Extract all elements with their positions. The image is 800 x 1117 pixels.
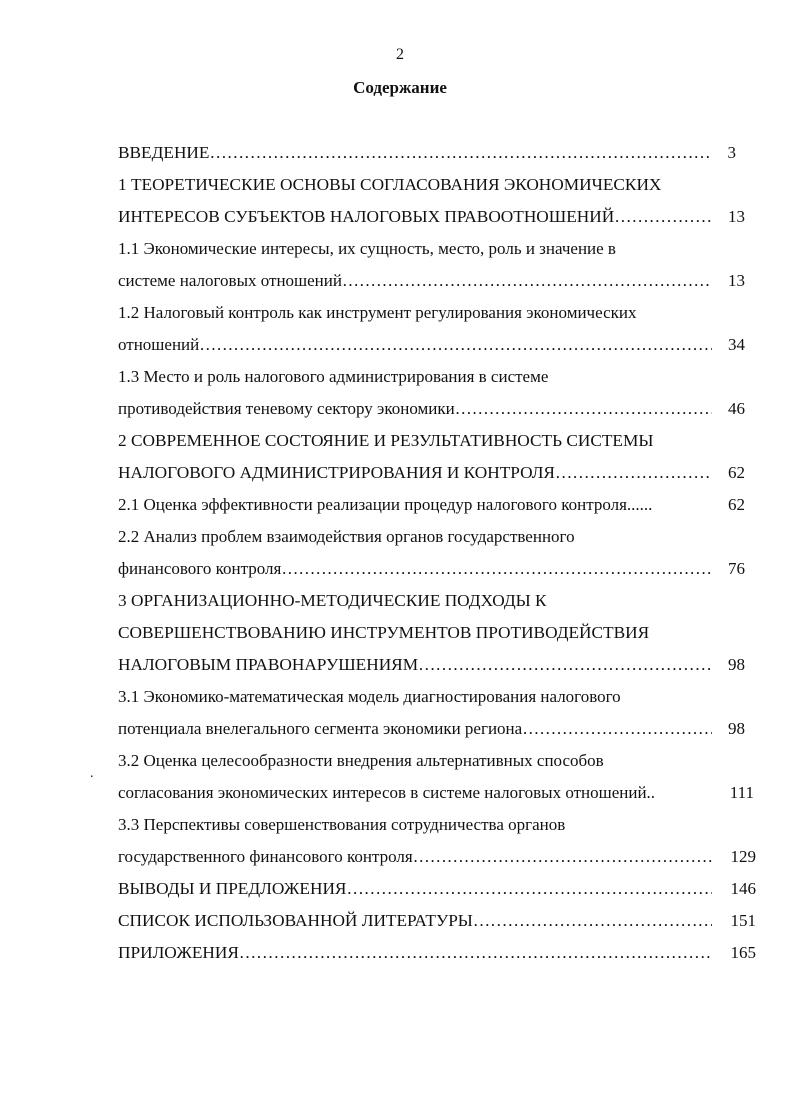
toc-ch2-line1[interactable]: 2 СОВРЕМЕННОЕ СОСТОЯНИЕ И РЕЗУЛЬТАТИВНОСТЬ СИСТЕМЫ [118, 431, 654, 450]
toc-ch1-line2[interactable] [118, 206, 712, 228]
toc-s12-line1[interactable]: 1.2 Налоговый контроль как инструмент регулирования экономических [118, 303, 637, 322]
leader-dots [413, 846, 712, 868]
toc-s12-text: отношений [118, 335, 200, 354]
toc-s32-line2[interactable]: согласования экономических интересов в системе налоговых отношений.. [118, 783, 656, 802]
toc-s22-line1[interactable]: 2.2 Анализ проблем взаимодействия органов государственного [118, 527, 575, 546]
toc-ch2-text: НАЛОГОВОГО АДМИНИСТРИРОВАНИЯ И КОНТРОЛЯ [118, 463, 555, 482]
toc-ch1-text: ИНТЕРЕСОВ СУБЪЕКТОВ НАЛОГОВЫХ ПРАВООТНОШЕНИЙ [118, 207, 615, 226]
toc-intro-line[interactable] [118, 142, 712, 164]
toc-s12-page: 34 [728, 335, 745, 354]
toc-s13-line2[interactable] [118, 398, 712, 420]
toc-ch3-line1[interactable]: 3 ОРГАНИЗАЦИОННО-МЕТОДИЧЕСКИЕ ПОДХОДЫ К [118, 591, 547, 610]
toc-s22-line2[interactable] [118, 558, 712, 580]
toc-s13-page: 46 [728, 399, 745, 418]
toc-conclusions-text: ВЫВОДЫ И ПРЕДЛОЖЕНИЯ [118, 879, 347, 898]
toc-s33-text: государственного финансового контроля [118, 847, 413, 866]
stray-mark: . [90, 766, 94, 781]
toc-s11-line2[interactable] [118, 270, 712, 292]
toc-s21-line1[interactable]: 2.1 Оценка эффективности реализации процедур налогового контроля...... [118, 495, 653, 514]
toc-s33-page: 129 [730, 847, 756, 866]
toc-ch1-page: 13 [728, 207, 745, 226]
toc-intro-page: 3 [727, 143, 736, 162]
toc-ch3-text: НАЛОГОВЫМ ПРАВОНАРУШЕНИЯМ [118, 655, 419, 674]
toc-s32-line1[interactable]: 3.2 Оценка целесообразности внедрения альтернативных способов [118, 751, 604, 770]
toc-s13-line1[interactable]: 1.3 Место и роль налогового администрирования в системе [118, 367, 549, 386]
leader-dots [209, 142, 712, 164]
page-number: 2 [396, 46, 404, 63]
toc-s11-line1[interactable]: 1.1 Экономические интересы, их сущность, место, роль и значение в [118, 239, 616, 258]
toc-conclusions-line[interactable] [118, 878, 712, 900]
toc-s13-text: противодействия теневому сектору экономики [118, 399, 455, 418]
leader-dots [346, 878, 712, 900]
leader-dots [455, 398, 712, 420]
toc-s33-line1[interactable]: 3.3 Перспективы совершенствования сотрудничества органов [118, 815, 566, 834]
leader-dots [239, 942, 712, 964]
toc-ch1-line1[interactable]: 1 ТЕОРЕТИЧЕСКИЕ ОСНОВЫ СОГЛАСОВАНИЯ ЭКОНОМИЧЕСКИХ [118, 175, 662, 194]
toc-ch3-line3[interactable] [118, 654, 712, 676]
toc-s11-text: системе налоговых отношений [118, 271, 342, 290]
leader-dots [342, 270, 712, 292]
toc-s32-page: 111 [729, 783, 754, 802]
toc-s31-line1[interactable]: 3.1 Экономико-математическая модель диагностирования налогового [118, 687, 621, 706]
toc-appendix-page: 165 [730, 943, 756, 962]
leader-dots [555, 462, 712, 484]
leader-dots [199, 334, 712, 356]
page-title: Содержание [353, 78, 447, 97]
toc-intro-text: ВВЕДЕНИЕ [118, 143, 210, 162]
toc-ch2-line2[interactable] [118, 462, 712, 484]
toc-s12-line2[interactable] [118, 334, 712, 356]
toc-s31-page: 98 [728, 719, 745, 738]
toc-conclusions-page: 146 [730, 879, 756, 898]
toc-appendix-line[interactable] [118, 942, 712, 964]
toc-s33-line2[interactable] [118, 846, 712, 868]
toc-references-line[interactable] [118, 910, 712, 932]
toc-s21-page: 62 [728, 495, 745, 514]
toc-ch3-page: 98 [728, 655, 745, 674]
toc-references-text: СПИСОК ИСПОЛЬЗОВАННОЙ ЛИТЕРАТУРЫ [118, 911, 473, 930]
toc-ch2-page: 62 [728, 463, 745, 482]
leader-dots [418, 654, 712, 676]
toc-s22-page: 76 [728, 559, 745, 578]
leader-dots [522, 718, 712, 740]
toc-references-page: 151 [730, 911, 756, 930]
toc-s31-text: потенциала внелегального сегмента экономики региона [118, 719, 523, 738]
toc-s11-page: 13 [728, 271, 745, 290]
leader-dots [281, 558, 712, 580]
toc-s31-line2[interactable] [118, 718, 712, 740]
toc-ch3-line2[interactable]: СОВЕРШЕНСТВОВАНИЮ ИНСТРУМЕНТОВ ПРОТИВОДЕЙСТВИЯ [118, 623, 650, 642]
leader-dots [473, 910, 712, 932]
toc-s22-text: финансового контроля [118, 559, 282, 578]
toc-appendix-text: ПРИЛОЖЕНИЯ [118, 943, 239, 962]
